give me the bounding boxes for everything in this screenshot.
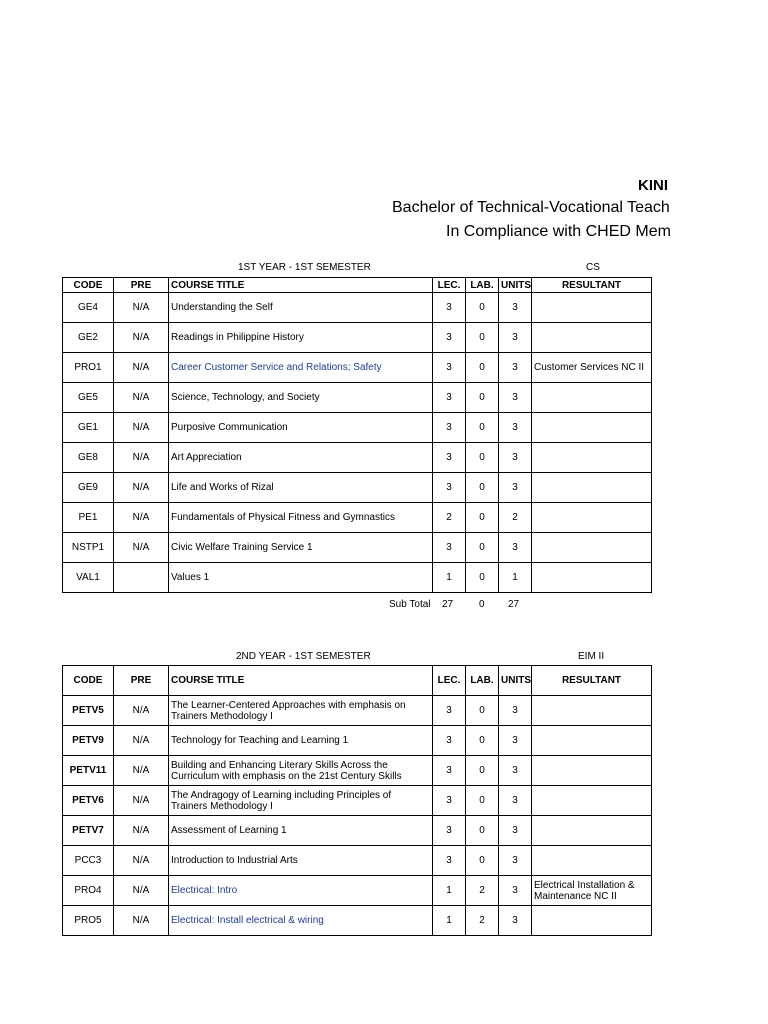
total-units: 3 — [499, 786, 532, 816]
course-title: Purposive Communication — [169, 413, 433, 443]
resultant — [532, 906, 652, 936]
sem1-label: 1ST YEAR - 1ST SEMESTER — [238, 262, 371, 273]
resultant — [532, 383, 652, 413]
resultant — [532, 443, 652, 473]
course-title: Building and Enhancing Literary Skills Across the Curriculum with emphasis on the 21st Century Skills — [169, 756, 433, 786]
total-units: 3 — [499, 846, 532, 876]
course-code: NSTP1 — [63, 533, 114, 563]
col-pre: PRE — [114, 666, 169, 696]
lab-units: 0 — [466, 293, 499, 323]
resultant: Electrical Installation & Maintenance NC II — [532, 876, 652, 906]
total-units: 2 — [499, 503, 532, 533]
sem2-header-row — [63, 666, 652, 696]
total-units: 3 — [499, 323, 532, 353]
course-title: Readings in Philippine History — [169, 323, 433, 353]
resultant — [532, 846, 652, 876]
resultant — [532, 293, 652, 323]
col-code: CODE — [63, 666, 114, 696]
lab-units: 0 — [466, 533, 499, 563]
table-row — [63, 383, 652, 413]
prerequisite: N/A — [114, 846, 169, 876]
course-code: PETV6 — [63, 786, 114, 816]
course-code: GE5 — [63, 383, 114, 413]
col-units: UNITS — [499, 666, 532, 696]
total-units: 3 — [499, 383, 532, 413]
course-title: Career Customer Service and Relations; Safety — [169, 353, 433, 383]
lecture-units: 1 — [433, 876, 466, 906]
prerequisite: N/A — [114, 786, 169, 816]
course-code: PETV11 — [63, 756, 114, 786]
total-units: 3 — [499, 816, 532, 846]
degree-title: Bachelor of Technical-Vocational Teach — [392, 199, 670, 216]
col-code: CODE — [63, 278, 114, 293]
col-lab: LAB. — [466, 278, 499, 293]
lecture-units: 3 — [433, 786, 466, 816]
course-title: Fundamentals of Physical Fitness and Gymnastics — [169, 503, 433, 533]
resultant — [532, 323, 652, 353]
total-units: 1 — [499, 563, 532, 593]
course-title: Electrical: Intro — [169, 876, 433, 906]
col-lec: LEC. — [433, 278, 466, 293]
col-resultant: RESULTANT — [532, 666, 652, 696]
table-row — [63, 876, 652, 906]
col-title: COURSE TITLE — [169, 666, 433, 696]
course-title: Art Appreciation — [169, 443, 433, 473]
course-title: Assessment of Learning 1 — [169, 816, 433, 846]
prerequisite: N/A — [114, 443, 169, 473]
lecture-units: 3 — [433, 383, 466, 413]
table-row — [63, 413, 652, 443]
resultant — [532, 533, 652, 563]
col-lab: LAB. — [466, 666, 499, 696]
resultant: Customer Services NC II — [532, 353, 652, 383]
resultant — [532, 413, 652, 443]
resultant — [532, 816, 652, 846]
col-units: UNITS — [499, 278, 532, 293]
lecture-units: 3 — [433, 726, 466, 756]
prerequisite: N/A — [114, 323, 169, 353]
table-row — [63, 786, 652, 816]
course-code: GE1 — [63, 413, 114, 443]
course-code: PE1 — [63, 503, 114, 533]
total-units: 3 — [499, 726, 532, 756]
lab-units: 2 — [466, 876, 499, 906]
table-row — [63, 816, 652, 846]
lab-units: 0 — [466, 353, 499, 383]
course-code: PETV7 — [63, 816, 114, 846]
lab-units: 0 — [466, 756, 499, 786]
total-units: 3 — [499, 876, 532, 906]
lecture-units: 3 — [433, 816, 466, 846]
resultant — [532, 696, 652, 726]
course-title: Technology for Teaching and Learning 1 — [169, 726, 433, 756]
lecture-units: 3 — [433, 323, 466, 353]
total-units: 3 — [499, 443, 532, 473]
table-row — [63, 726, 652, 756]
total-units: 3 — [499, 353, 532, 383]
table-row — [63, 443, 652, 473]
prerequisite: N/A — [114, 503, 169, 533]
resultant — [532, 473, 652, 503]
lecture-units: 3 — [433, 293, 466, 323]
lab-units: 0 — [466, 413, 499, 443]
lecture-units: 2 — [433, 503, 466, 533]
total-units: 3 — [499, 696, 532, 726]
table-row — [63, 353, 652, 383]
lecture-units: 1 — [433, 563, 466, 593]
table-row — [63, 696, 652, 726]
lab-units: 0 — [466, 726, 499, 756]
prerequisite: N/A — [114, 473, 169, 503]
lecture-units: 3 — [433, 756, 466, 786]
lab-units: 0 — [466, 816, 499, 846]
prerequisite: N/A — [114, 816, 169, 846]
course-title: Civic Welfare Training Service 1 — [169, 533, 433, 563]
resultant — [532, 756, 652, 786]
lecture-units: 3 — [433, 443, 466, 473]
sem2-label: 2ND YEAR - 1ST SEMESTER — [236, 651, 371, 662]
course-code: PRO5 — [63, 906, 114, 936]
course-code: PCC3 — [63, 846, 114, 876]
course-title: Understanding the Self — [169, 293, 433, 323]
col-resultant: RESULTANT — [532, 278, 652, 293]
resultant — [532, 786, 652, 816]
prerequisite — [114, 563, 169, 593]
subtotal-label: Sub Total — [389, 599, 431, 610]
sem1-table — [62, 277, 652, 593]
sem1-header-row — [63, 278, 652, 293]
lab-units: 0 — [466, 473, 499, 503]
prerequisite: N/A — [114, 726, 169, 756]
course-code: GE4 — [63, 293, 114, 323]
lecture-units: 3 — [433, 353, 466, 383]
course-code: GE2 — [63, 323, 114, 353]
course-code: VAL1 — [63, 563, 114, 593]
subtotal-units: 27 — [508, 599, 520, 610]
lecture-units: 1 — [433, 906, 466, 936]
total-units: 3 — [499, 533, 532, 563]
course-code: PRO4 — [63, 876, 114, 906]
sem1-tag: CS — [586, 262, 600, 273]
total-units: 3 — [499, 756, 532, 786]
school-name: KINI — [638, 177, 668, 194]
lecture-units: 3 — [433, 533, 466, 563]
lab-units: 0 — [466, 503, 499, 533]
lab-units: 2 — [466, 906, 499, 936]
table-row — [63, 846, 652, 876]
prerequisite: N/A — [114, 696, 169, 726]
sem2-tag: EIM II — [578, 651, 605, 662]
lab-units: 0 — [466, 323, 499, 353]
table-row — [63, 563, 652, 593]
prerequisite: N/A — [114, 353, 169, 383]
lab-units: 0 — [466, 383, 499, 413]
lab-units: 0 — [466, 696, 499, 726]
col-lec: LEC. — [433, 666, 466, 696]
lab-units: 0 — [466, 786, 499, 816]
course-code: PETV5 — [63, 696, 114, 726]
prerequisite: N/A — [114, 413, 169, 443]
course-code: PRO1 — [63, 353, 114, 383]
total-units: 3 — [499, 906, 532, 936]
compliance-line: In Compliance with CHED Mem — [446, 223, 671, 240]
lab-units: 0 — [466, 846, 499, 876]
course-code: GE9 — [63, 473, 114, 503]
resultant — [532, 503, 652, 533]
prerequisite: N/A — [114, 756, 169, 786]
course-title: The Learner-Centered Approaches with emphasis on Trainers Methodology I — [169, 696, 433, 726]
prerequisite: N/A — [114, 906, 169, 936]
table-row — [63, 293, 652, 323]
lecture-units: 3 — [433, 846, 466, 876]
table-row — [63, 756, 652, 786]
subtotal-lec: 27 — [442, 599, 454, 610]
resultant — [532, 563, 652, 593]
lecture-units: 3 — [433, 413, 466, 443]
course-title: Electrical: Install electrical & wiring — [169, 906, 433, 936]
total-units: 3 — [499, 413, 532, 443]
table-row — [63, 533, 652, 563]
table-row — [63, 906, 652, 936]
total-units: 3 — [499, 473, 532, 503]
prerequisite: N/A — [114, 876, 169, 906]
lecture-units: 3 — [433, 696, 466, 726]
table-row — [63, 323, 652, 353]
prerequisite: N/A — [114, 383, 169, 413]
prerequisite: N/A — [114, 533, 169, 563]
course-title: The Andragogy of Learning including Principles of Trainers Methodology I — [169, 786, 433, 816]
course-code: GE8 — [63, 443, 114, 473]
col-pre: PRE — [114, 278, 169, 293]
total-units: 3 — [499, 293, 532, 323]
lab-units: 0 — [466, 443, 499, 473]
table-row — [63, 503, 652, 533]
course-title: Science, Technology, and Society — [169, 383, 433, 413]
col-title: COURSE TITLE — [169, 278, 433, 293]
course-code: PETV9 — [63, 726, 114, 756]
course-title: Values 1 — [169, 563, 433, 593]
lecture-units: 3 — [433, 473, 466, 503]
prerequisite: N/A — [114, 293, 169, 323]
resultant — [532, 726, 652, 756]
sem2-table — [62, 665, 652, 936]
course-title: Introduction to Industrial Arts — [169, 846, 433, 876]
lab-units: 0 — [466, 563, 499, 593]
course-title: Life and Works of Rizal — [169, 473, 433, 503]
table-row — [63, 473, 652, 503]
subtotal-lab: 0 — [479, 599, 485, 610]
